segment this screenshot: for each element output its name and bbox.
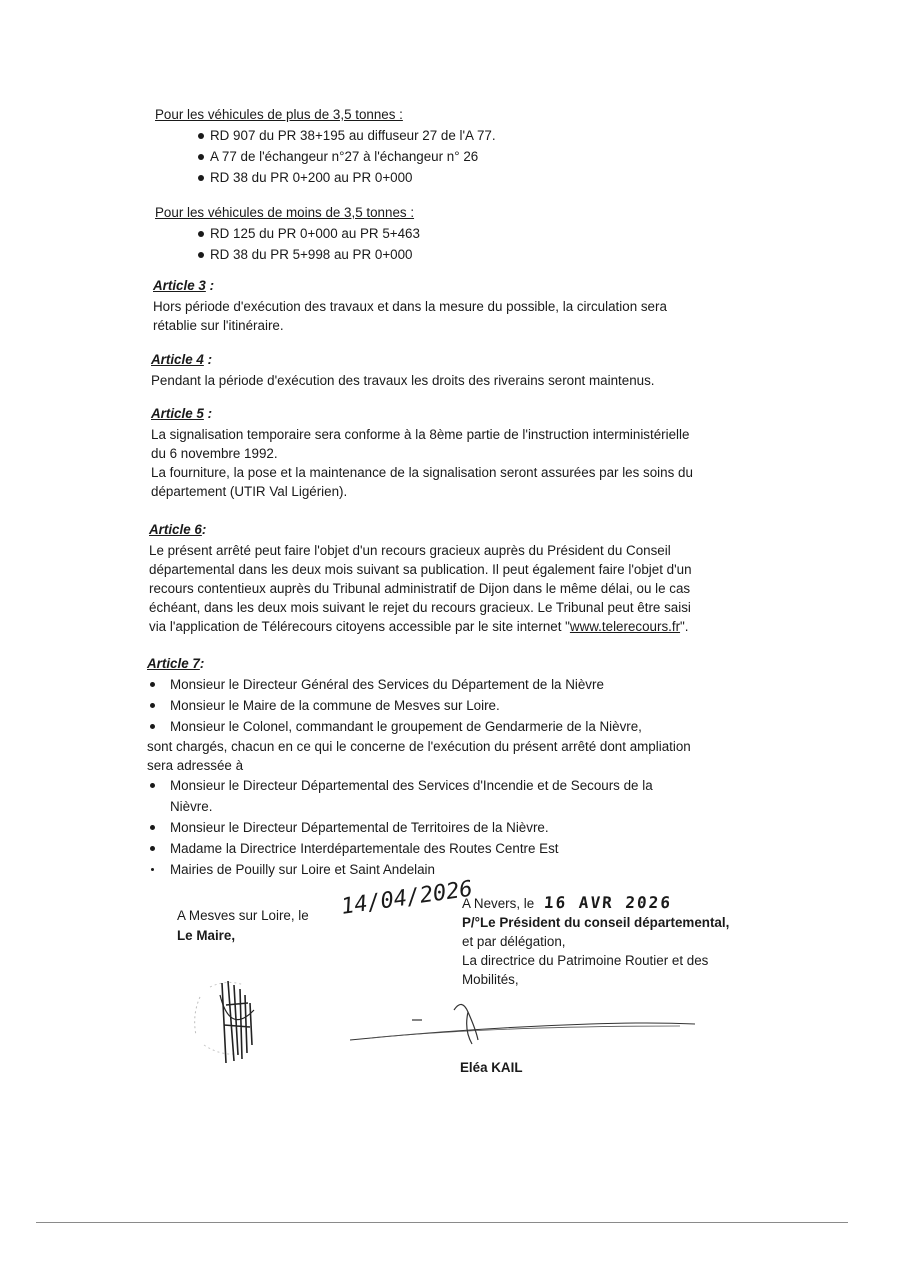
president-signature-block bbox=[462, 893, 729, 989]
light-vehicles-section bbox=[155, 202, 420, 265]
nevers-place: A Nevers, le bbox=[462, 896, 535, 911]
charged-item: Monsieur le Maire de la commune de Mesves sur Loire. bbox=[147, 695, 691, 716]
article-6-line: échéant, dans les deux mois suivant le rejet du recours gracieux. Le Tribunal peut être saisi bbox=[149, 600, 691, 615]
article-3-line: rétablie sur l'itinéraire. bbox=[153, 318, 284, 333]
route-item: RD 907 du PR 38+195 au diffuseur 27 de l'A 77. bbox=[196, 125, 496, 146]
article-7-line: sont chargés, chacun en ce qui le concerne de l'exécution du présent arrêté dont ampliation bbox=[147, 739, 691, 754]
article-5-line: du 6 novembre 1992. bbox=[151, 446, 278, 461]
recipient-line: Monsieur le Directeur Départemental des Services d'Incendie et de Secours de la bbox=[170, 778, 653, 793]
mayor-place: A Mesves sur Loire, le bbox=[177, 908, 309, 923]
recipient-item bbox=[147, 775, 691, 817]
article-7-line: sera adressée à bbox=[147, 758, 244, 773]
article-6-line: recours contentieux auprès du Tribunal administratif de Dijon dans le même délai, ou le cas bbox=[149, 581, 691, 596]
heading-colon: : bbox=[201, 522, 207, 537]
article-3-line: Hors période d'exécution des travaux et dans la mesure du possible, la circulation sera bbox=[153, 299, 667, 314]
article-4-line: Pendant la période d'exécution des travaux les droits des riverains seront maintenus. bbox=[151, 373, 655, 388]
heavy-vehicles-title: Pour les véhicules de plus de 3,5 tonnes : bbox=[155, 107, 403, 122]
heading-colon: : bbox=[205, 278, 215, 293]
article-4 bbox=[151, 350, 655, 390]
heading-colon: : bbox=[203, 406, 213, 421]
article-6-line: Le présent arrêté peut faire l'objet d'un recours gracieux auprès du Président du Conseil bbox=[149, 543, 671, 558]
heading-colon: : bbox=[203, 352, 213, 367]
telerecours-link[interactable]: www.telerecours.fr bbox=[569, 619, 681, 634]
heavy-route-list bbox=[196, 125, 496, 188]
mayor-signature-block bbox=[177, 906, 309, 946]
handwritten-date: 14/04/2026 bbox=[339, 876, 475, 920]
route-item: RD 38 du PR 5+998 au PR 0+000 bbox=[196, 244, 420, 265]
article-6-text-end: ". bbox=[680, 619, 689, 634]
mayor-stamp-signature bbox=[182, 975, 287, 1070]
stamp-date: 16 AVR 2026 bbox=[543, 893, 673, 912]
recipient-line: Nièvre. bbox=[170, 799, 213, 814]
light-vehicles-title: Pour les véhicules de moins de 3,5 tonnes : bbox=[155, 205, 415, 220]
director-signature bbox=[350, 1000, 700, 1048]
recipient-item: Madame la Directrice Interdépartementale des Routes Centre Est bbox=[147, 838, 691, 859]
article-6-text: via l'application de Télérecours citoyens accessible par le site internet " bbox=[149, 619, 570, 634]
delegation-line: et par délégation, bbox=[462, 934, 566, 949]
article-6 bbox=[149, 520, 692, 636]
heavy-vehicles-section bbox=[155, 104, 496, 188]
article-3-heading: Article 3 bbox=[153, 278, 206, 293]
route-item: RD 125 du PR 0+000 au PR 5+463 bbox=[196, 223, 420, 244]
bottom-divider bbox=[36, 1222, 848, 1223]
recipient-item: Mairies de Pouilly sur Loire et Saint Andelain bbox=[147, 859, 691, 880]
article-5 bbox=[151, 404, 693, 501]
signer-name: Eléa KAIL bbox=[460, 1060, 523, 1075]
recipient-item: Monsieur le Directeur Départemental de Territoires de la Nièvre. bbox=[147, 817, 691, 838]
article-7 bbox=[147, 654, 691, 880]
director-line: La directrice du Patrimoine Routier et des bbox=[462, 953, 709, 968]
recipients-list bbox=[147, 775, 691, 880]
president-line: P/°Le Président du conseil départemental, bbox=[462, 915, 730, 930]
article-5-line: La signalisation temporaire sera conforme à la 8ème partie de l'instruction interministérielle bbox=[151, 427, 690, 442]
article-5-line: département (UTIR Val Ligérien). bbox=[151, 484, 348, 499]
charged-list bbox=[147, 674, 691, 737]
light-route-list bbox=[196, 223, 420, 265]
article-6-line bbox=[149, 617, 692, 636]
article-6-heading: Article 6 bbox=[149, 522, 202, 537]
heading-colon: : bbox=[199, 656, 205, 671]
article-5-heading: Article 5 bbox=[151, 406, 204, 421]
route-item: A 77 de l'échangeur n°27 à l'échangeur n° 26 bbox=[196, 146, 496, 167]
charged-item: Monsieur le Colonel, commandant le groupement de Gendarmerie de la Nièvre, bbox=[147, 716, 691, 737]
charged-item: Monsieur le Directeur Général des Services du Département de la Nièvre bbox=[147, 674, 691, 695]
article-7-heading: Article 7 bbox=[147, 656, 200, 671]
article-3 bbox=[153, 276, 667, 335]
mayor-role: Le Maire, bbox=[177, 928, 236, 943]
director-line-2: Mobilités, bbox=[462, 972, 519, 987]
article-5-line: La fourniture, la pose et la maintenance de la signalisation seront assurées par les soins du bbox=[151, 465, 693, 480]
article-4-heading: Article 4 bbox=[151, 352, 204, 367]
route-item: RD 38 du PR 0+200 au PR 0+000 bbox=[196, 167, 496, 188]
article-6-line: départemental dans les deux mois suivant sa publication. Il peut également faire l'objet d'un bbox=[149, 562, 692, 577]
